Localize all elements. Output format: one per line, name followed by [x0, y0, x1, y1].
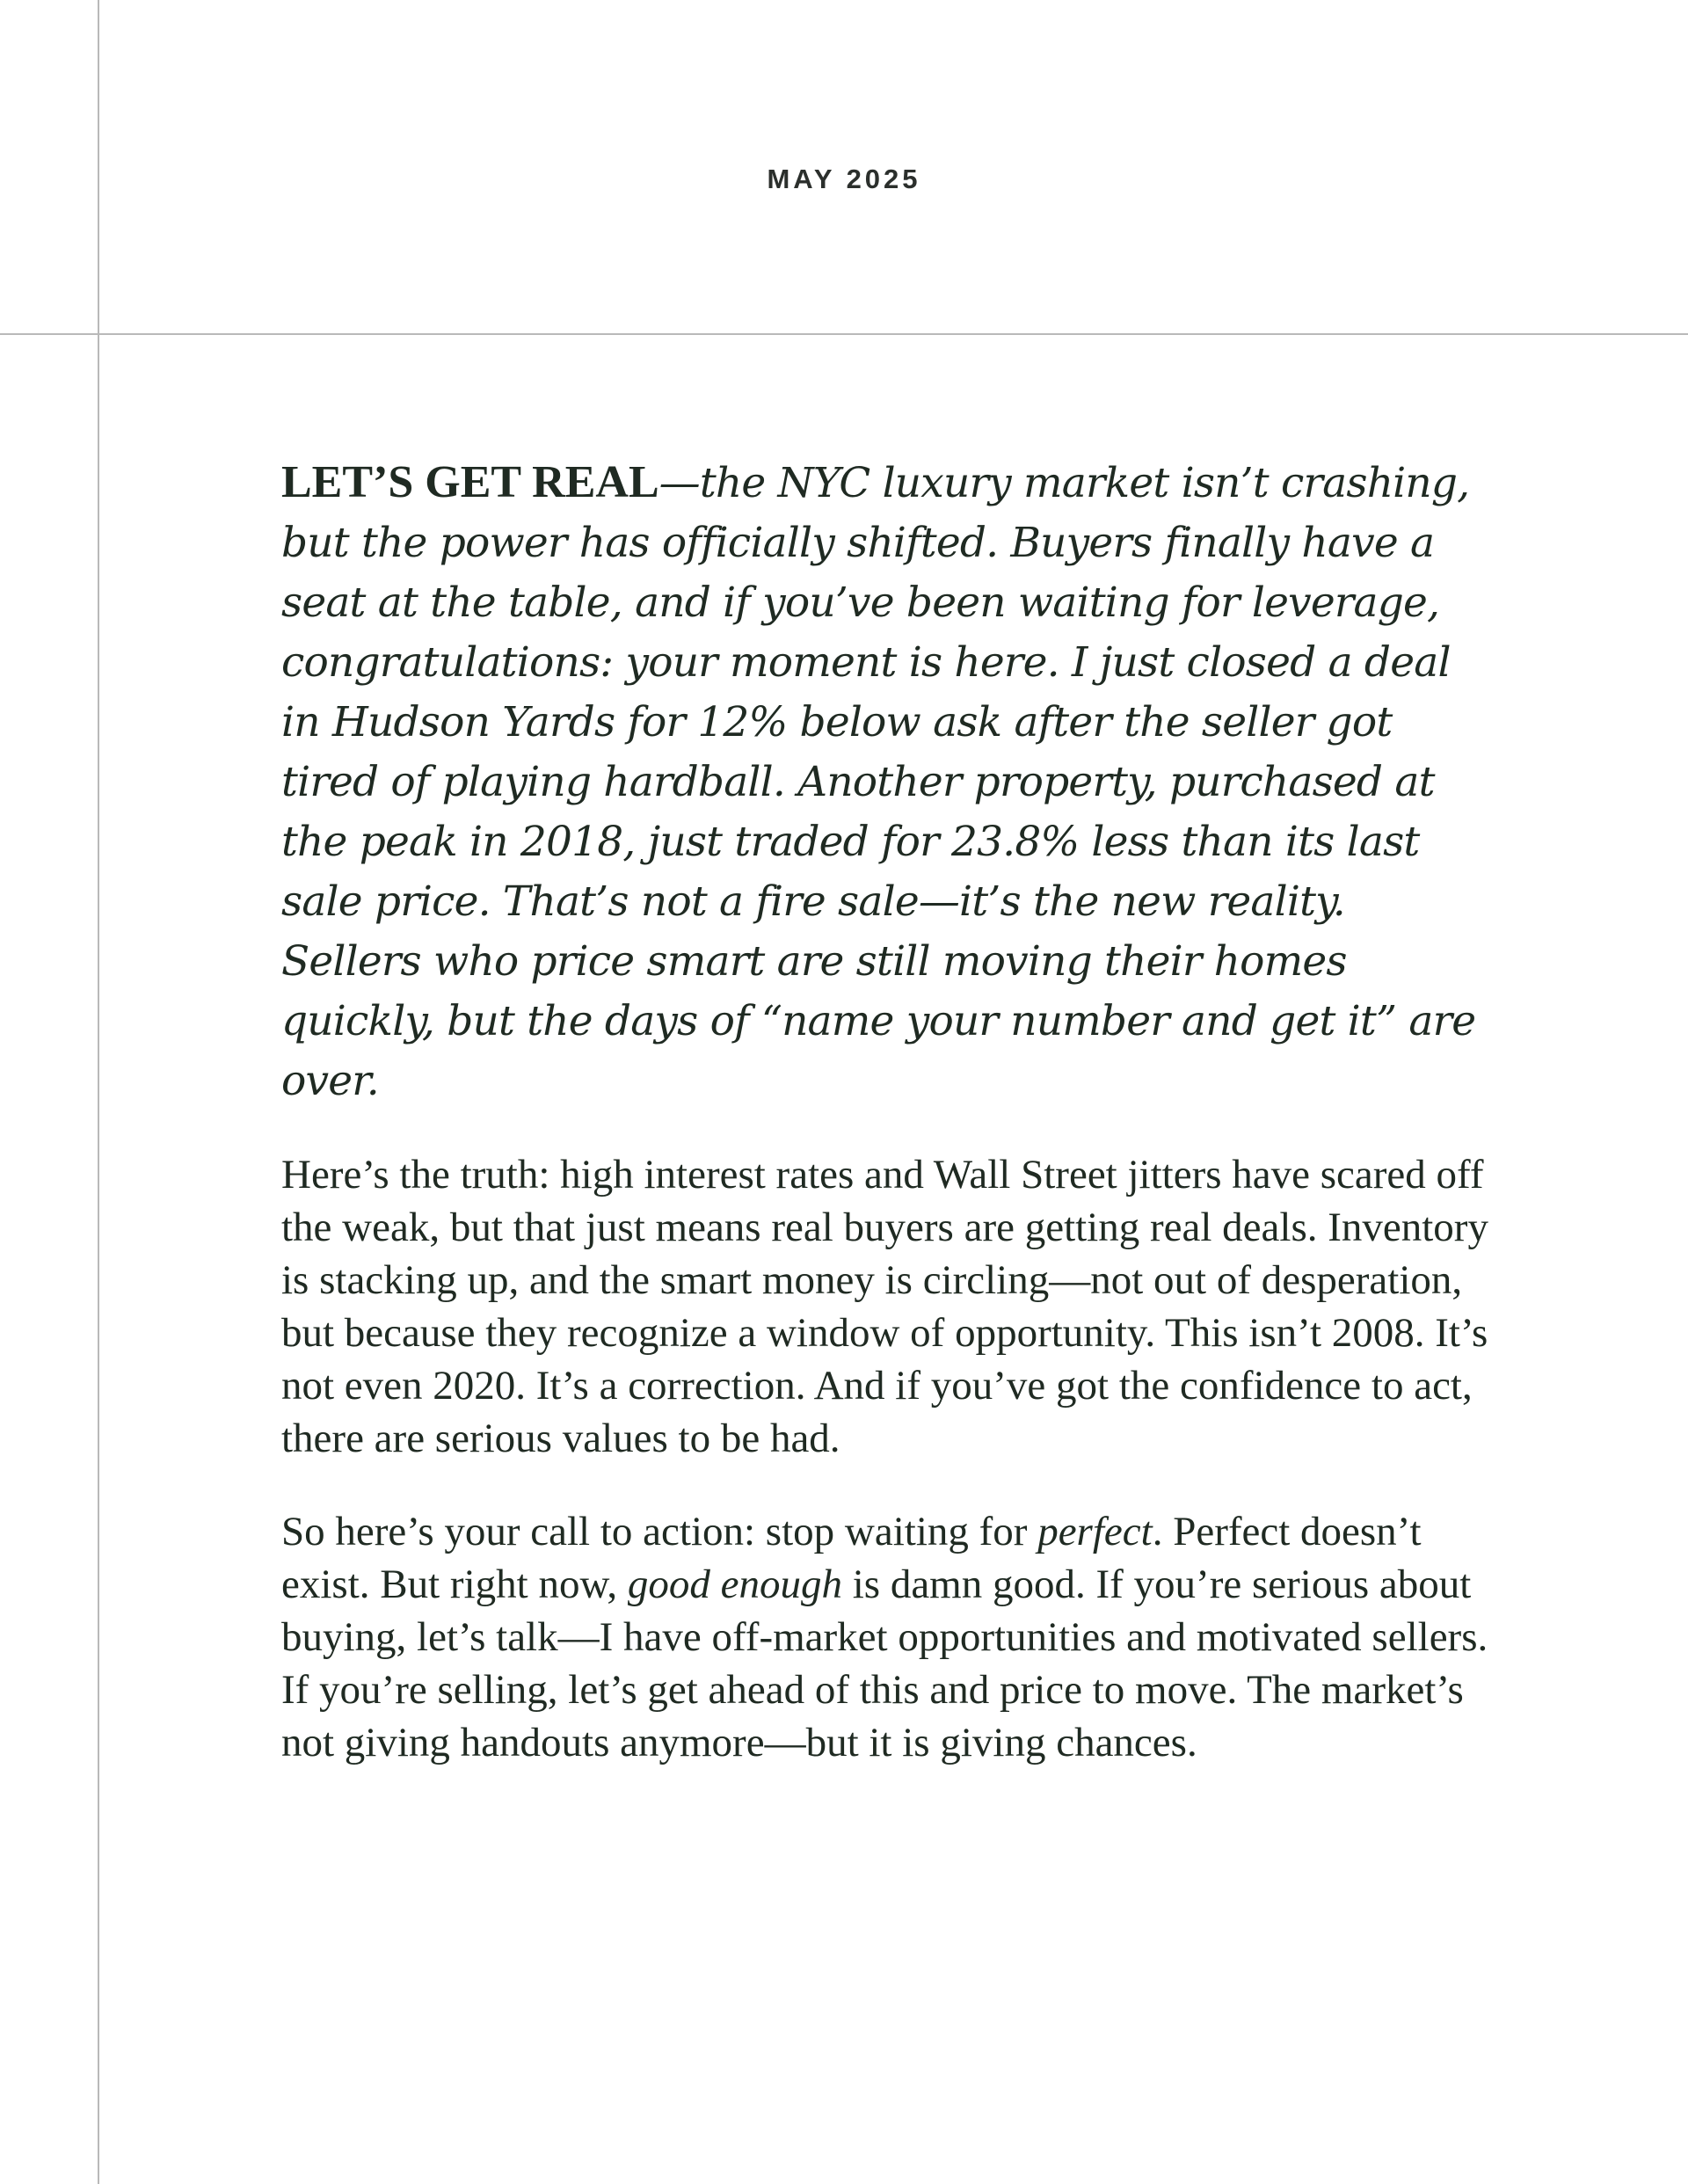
cta-emphasis-perfect: perfect: [1037, 1509, 1153, 1554]
paragraph-truth: Here’s the truth: high interest rates and Wall Street jitters have scared off the weak, but that just means real buyers are getting real deals. Inventory is stacking up, and the smart money is circling—not out of desperation, but because they recognize a window of opportunity. This isn’t 2008. It’s not even 2020. It’s a correction. And if you’ve got the confidence to act, there are serious values to be had.: [281, 1152, 1488, 1461]
cta-text-1: So here’s your call to action: stop waiting for: [281, 1509, 1038, 1554]
lead-heading: LET’S GET REAL: [281, 457, 659, 507]
issue-date: MAY 2025: [767, 164, 921, 194]
lead-text: —the NYC luxury market isn’t crashing, but the power has officially shifted. Buyers finally have a seat at the table, and if you’ve been waiting for leverage, congratulations: your moment is here. I just closed a deal in Hudson Yards for 12% below ask after the seller got tired of playing hardball. Another property, purchased at the peak in 2018, just traded for 23.8% less than its last sale price. That’s not a fire sale—it’s the new reality. Sellers who price smart are still moving their homes quickly, but the days of “name your number and get it” are over.: [281, 459, 1476, 1105]
article-body: [281, 453, 1495, 1769]
horizontal-rule: [0, 333, 1688, 335]
lead-paragraph: [281, 453, 1495, 1111]
cta-emphasis-good-enough: good enough: [627, 1562, 842, 1607]
vertical-rule: [98, 0, 99, 2184]
cta-text-3: is damn good. If you’re serious about buying, let’s talk—I have off-market opportunities and motivated sellers. If you’re selling, let’s get ahead of this and price to move. The market’s not giving handouts anymore—but it is giving chances.: [281, 1562, 1488, 1765]
paragraph-call-to-action: [281, 1505, 1495, 1769]
cta-text-2: . Perfect doesn’t exist. But right now,: [281, 1509, 1422, 1607]
